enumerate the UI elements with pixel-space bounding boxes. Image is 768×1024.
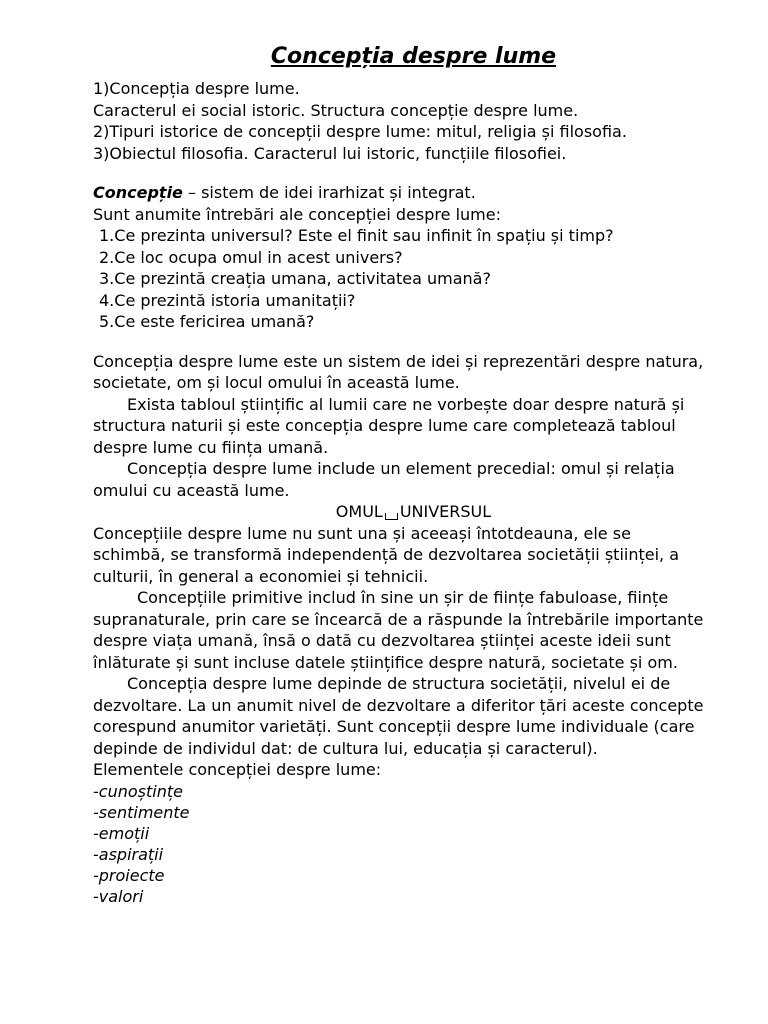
definition-term: Concepție xyxy=(93,183,183,202)
paragraph: Concepțiile despre lume nu sunt una și aceeași întotdeauna, ele se schimbă, se transformă independență de dezvoltarea societății științei, a culturii, în general a economiei și tehnicii. xyxy=(93,523,680,586)
element-item: -emoții xyxy=(93,823,150,843)
toc-item: 1)Concepția despre lume. xyxy=(93,79,300,98)
questions-intro: Sunt anumite întrebări ale concepției despre lume: xyxy=(93,204,501,224)
definition-text: – sistem de idei irarhizat și integrat. xyxy=(182,183,476,202)
questions-list xyxy=(93,225,704,333)
paragraph: Concepția despre lume include un element precedial: omul și relația omului cu această lume. xyxy=(93,459,675,500)
question-item: 3.Ce prezintă creația umana, activitatea umană? xyxy=(99,269,491,288)
question-item: 2.Ce loc ocupa omul in acest univers? xyxy=(99,247,403,267)
element-item: -aspirații xyxy=(93,844,164,864)
relation-left: OMUL xyxy=(335,502,383,521)
table-of-contents xyxy=(93,78,704,164)
toc-item: 2)Tipuri istorice de concepții despre lume: mitul, religia și filosofia. xyxy=(93,122,627,141)
paragraph: Concepția despre lume este un sistem de idei și reprezentări despre natura, societate, om și locul omului în această lume. xyxy=(93,351,704,392)
paragraph: Exista tabloul științific al lumii care ne vorbește doar despre natură și structura naturii și este concepția despre lume care completează tabloul despre lume cu ființa umană. xyxy=(93,394,685,457)
toc-item: Caracterul ei social istoric. Structura concepție despre lume. xyxy=(93,100,579,120)
elements-intro: Elementele concepției despre lume: xyxy=(93,760,382,779)
relation-symbol-icon xyxy=(385,513,398,520)
toc-item: 3)Obiectul filosofia. Caracterul lui istoric, funcțiile filosofiei. xyxy=(93,143,567,163)
definition xyxy=(93,182,704,204)
relation-line xyxy=(93,501,704,523)
document-title: Concepția despre lume xyxy=(270,44,557,69)
question-item: 1.Ce prezinta universul? Este el finit sau infinit în spațiu și timp? xyxy=(99,226,614,245)
element-item: -sentimente xyxy=(93,802,190,822)
paragraph: Concepția despre lume depinde de structura societății, nivelul ei de dezvoltare. La un anumit nivel de dezvoltare a diferitor țări aceste concepte corespund anumitor varietăți. Sunt concepții despre lume individuale (care depinde de individul dat: de cultura lui, educația și caracterul). xyxy=(93,674,704,758)
relation-right: UNIVERSUL xyxy=(399,502,492,521)
elements-list xyxy=(93,781,704,907)
element-item: -valori xyxy=(93,886,144,906)
question-item: 4.Ce prezintă istoria umanitații? xyxy=(99,290,356,310)
question-item: 5.Ce este fericirea umană? xyxy=(99,312,315,331)
element-item: -cunoștințe xyxy=(93,781,183,801)
paragraph: Concepțiile primitive includ în sine un șir de ființe fabuloase, ființe supranaturale, prin care se încearcă de a răspunde la întrebările importante despre viața umană, însă o dată cu dezvoltarea științei aceste ideii sunt înlăturate și sunt incluse datele științifice despre natură, societate și om. xyxy=(93,588,704,672)
element-item: -proiecte xyxy=(93,865,165,885)
